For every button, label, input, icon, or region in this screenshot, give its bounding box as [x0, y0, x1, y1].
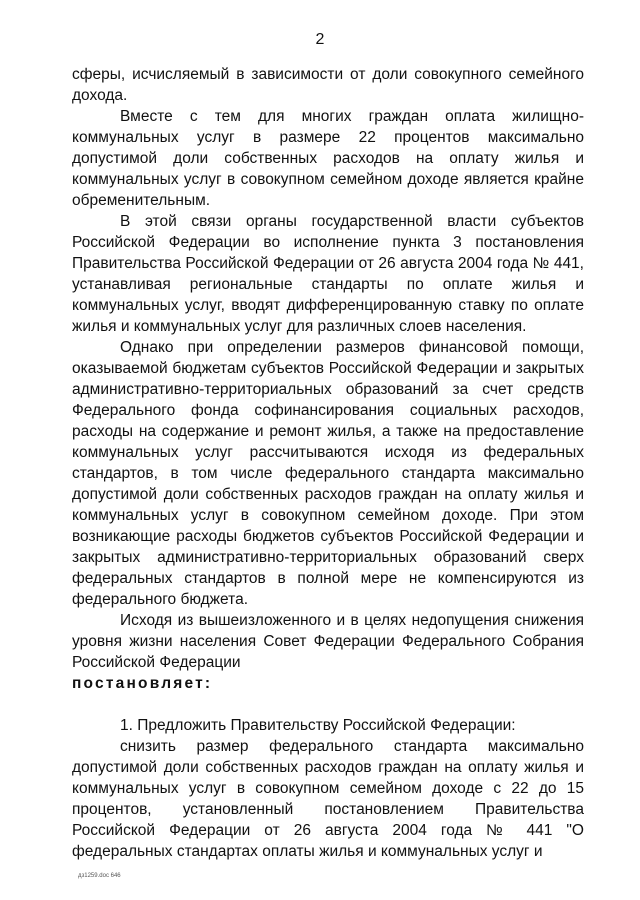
item-1-text: снизить размер федерального стандарта максимально допустимой доли собственных расходов граждан на оплату жилья и коммунальных услуг в совокупном семейном доходе с 22 до 15 процентов, установленный постановлением Правительства Российской Федерации от 26 августа 2004 года № 441 "О федеральных стандартах оплаты жилья и коммунальных услуг и [72, 738, 584, 860]
paragraph: Однако при определении размеров финансовой помощи, оказываемой бюджетам субъектов Российской Федерации и закрытых административно-территориальных образований за счет средств Федерального фонда софинансирования социальных расходов, расходы на содержание и ремонт жилья, а также на предоставление коммунальных услуг рассчитываются исходя из федеральных стандартов, в том числе федерального стандарта максимально допустимой доли собственных расходов граждан на оплату жилья и коммунальных услуг в совокупном семейном доходе. При этом возникающие расходы бюджетов субъектов Российской Федерации и закрытых административно-территориальных образований сверх федеральных стандартов в полной мере не компенсируются из федерального бюджета. [72, 339, 584, 608]
page-number: 2 [315, 31, 325, 48]
blank-line [72, 694, 584, 715]
document-body [72, 64, 584, 862]
paragraph-continuation: сферы, исчисляемый в зависимости от доли совокупного семейного дохода. [72, 66, 584, 104]
footer-file-code: дз1259.doc 646 [78, 873, 121, 879]
item-1-heading: 1. Предложить Правительству Российской Федерации: [120, 717, 516, 734]
paragraph: Вместе с тем для многих граждан оплата жилищно-коммунальных услуг в размере 22 процентов максимально допустимой доли собственных расходов на оплату жилья и коммунальных услуг в совокупном семейном доходе является крайне обременительным. [72, 108, 584, 209]
paragraph: Исходя из вышеизложенного и в целях недопущения снижения уровня жизни населения Совет Федерации Федерального Собрания Российской Федерации [72, 612, 584, 671]
paragraph: В этой связи органы государственной власти субъектов Российской Федерации во исполнение пункта 3 постановления Правительства Российской Федерации от 26 августа 2004 года № 441, устанавливая региональные стандарты по оплате жилья и коммунальных услуг, вводят дифференцированную ставку по оплате жилья и коммунальных услуг для различных слоев населения. [72, 213, 584, 335]
decree-word: постановляет: [72, 675, 213, 692]
